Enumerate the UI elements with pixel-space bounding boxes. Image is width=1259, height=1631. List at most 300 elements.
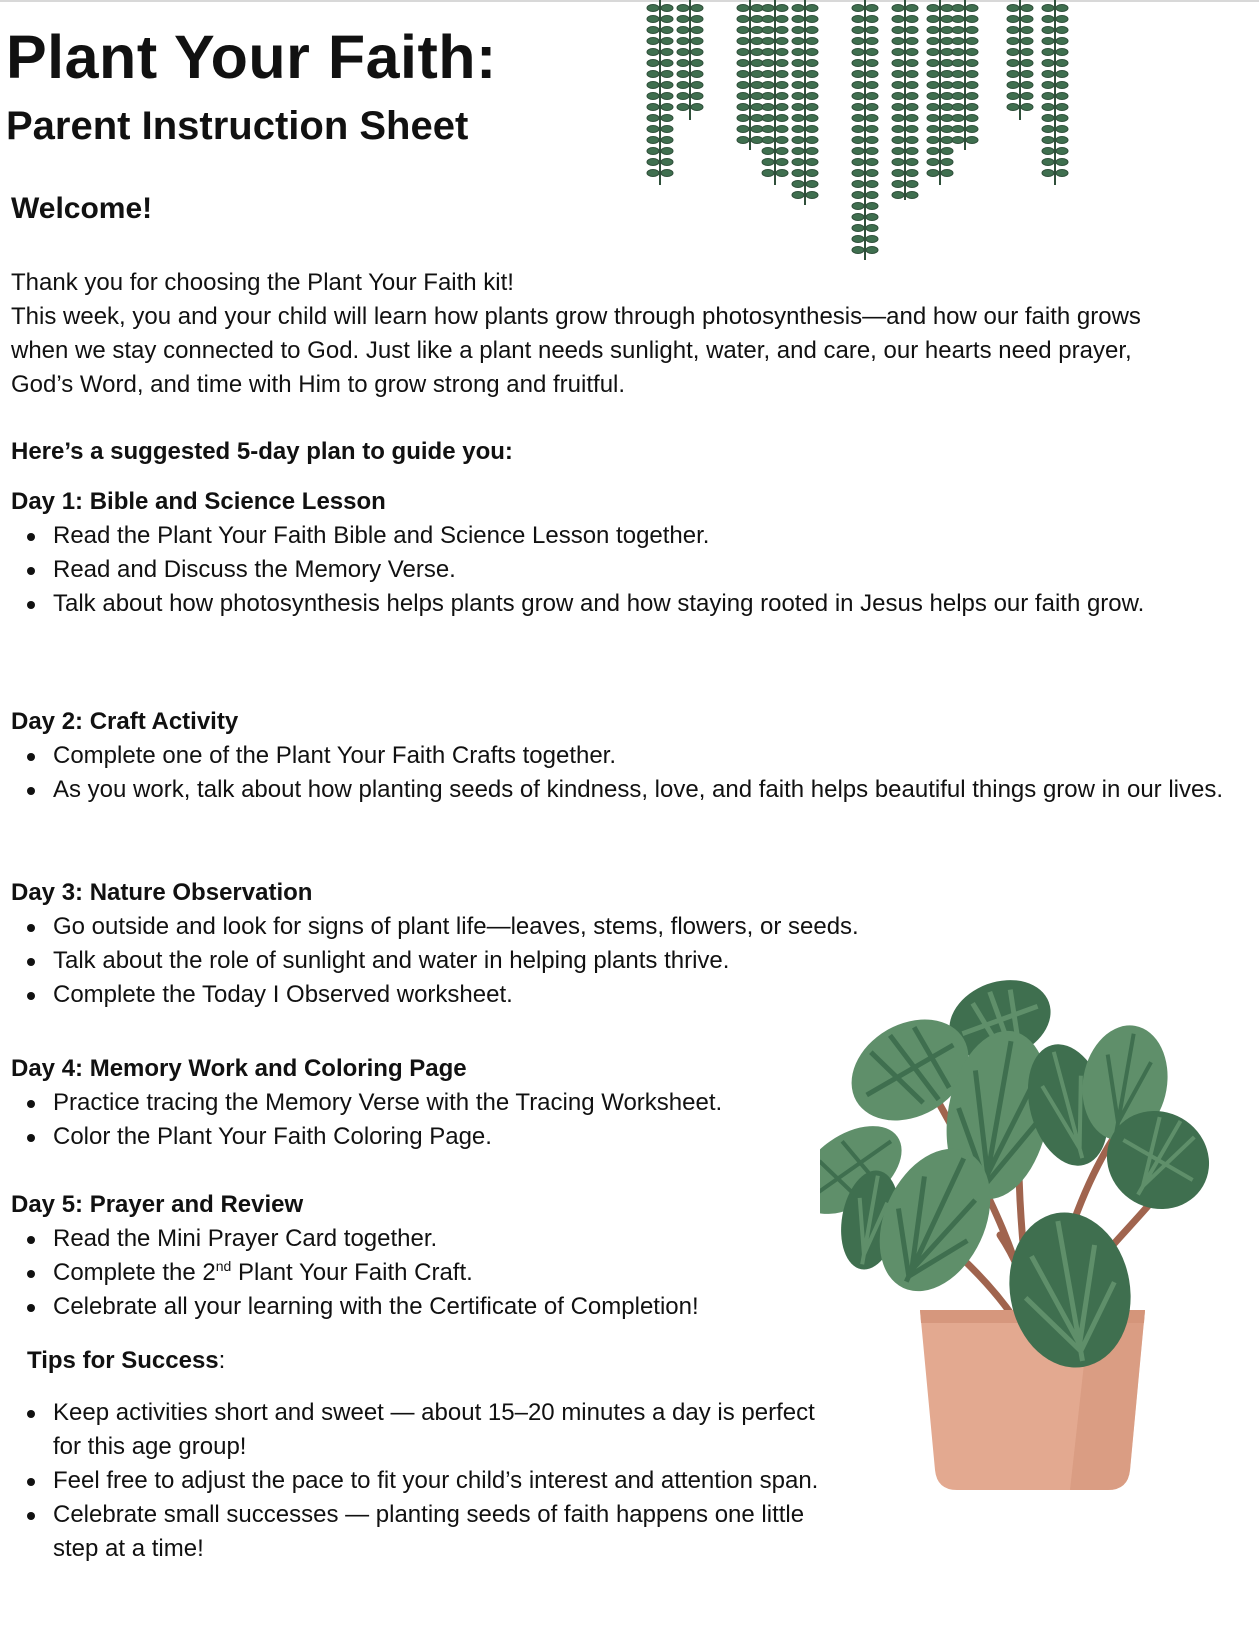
vine-leaf [661,16,673,23]
list-item: Read the Plant Your Faith Bible and Science Lesson together. [11,519,1241,553]
vine-leaf [647,5,659,12]
vine-leaf [1056,93,1068,100]
vine-leaf [1056,82,1068,89]
vine-leaf [952,16,964,23]
vine-leaf [751,71,763,78]
vine-leaf [1056,115,1068,122]
vine-leaf [852,225,864,232]
vine-leaf [737,104,749,111]
vine-leaf [941,126,953,133]
vine-leaf [852,236,864,243]
vine-leaf [661,49,673,56]
vine-leaf [762,126,774,133]
welcome-line-2: This week, you and your child will learn how plants grow through photosynthesis—and how our faith grows when we stay connected to God. Just like a plant needs sunlight, water, and care, our hearts need prayer, God’s Word, and time with Him to grow strong and fruitful. [11,303,1141,398]
vine-leaf [661,38,673,45]
vine-leaf [776,49,788,56]
vine-leaf [852,38,864,45]
ordinal-suffix: nd [215,1258,232,1274]
vine-leaf [1042,170,1054,177]
vine-leaf [892,104,904,111]
vine-leaf [1056,137,1068,144]
vine-leaf [892,16,904,23]
vine-leaf [866,27,878,34]
vine-leaf [906,5,918,12]
vine-leaf [806,137,818,144]
vine-leaf [952,137,964,144]
vine-leaf [661,115,673,122]
vine-leaf [966,126,978,133]
vine-leaf [737,16,749,23]
vine-leaf [927,159,939,166]
vine-leaf [806,181,818,188]
vine-leaf [776,82,788,89]
vine-leaf [941,115,953,122]
vine-leaf [751,137,763,144]
welcome-heading: Welcome! [11,192,153,225]
vine-leaf [866,5,878,12]
vine-leaf [906,60,918,67]
vine-leaf [737,115,749,122]
vine-leaf [927,126,939,133]
vine-leaf [762,115,774,122]
vine-leaf [737,93,749,100]
vine-leaf [892,82,904,89]
vine-leaf [966,16,978,23]
vine-leaf [1007,38,1019,45]
vine-leaf [1021,38,1033,45]
vine-leaf [906,71,918,78]
vine-leaf [866,170,878,177]
vine-leaf [866,203,878,210]
vine-leaf [661,60,673,67]
vine-leaf [792,27,804,34]
vine-leaf [691,104,703,111]
vine-leaf [852,93,864,100]
list-item: Celebrate all your learning with the Certificate of Completion! [11,1290,841,1324]
tips-heading-colon: : [218,1347,226,1374]
vine-leaf [952,5,964,12]
vine-leaf [691,5,703,12]
vine-leaf [737,126,749,133]
vine-leaf [866,247,878,254]
vine-leaf [1007,71,1019,78]
vine-leaf [892,5,904,12]
vine-leaf [941,104,953,111]
vine-leaf [677,38,689,45]
vine-leaf [852,192,864,199]
vine-leaf [647,27,659,34]
vine-leaf [866,104,878,111]
vine-leaf [966,71,978,78]
vine-leaf [941,93,953,100]
vine-leaf [906,16,918,23]
vine-leaf [941,148,953,155]
vine-leaf [776,148,788,155]
craft-text-end: Plant Your Faith Craft. [231,1259,473,1286]
vine-leaf [776,126,788,133]
vine-leaf [776,38,788,45]
vine-leaf [647,38,659,45]
vine-leaf [1021,5,1033,12]
vine-leaf [751,126,763,133]
vine-leaf [941,137,953,144]
vine-leaf [1021,93,1033,100]
vine-leaf [737,137,749,144]
vine-leaf [762,170,774,177]
vine-leaf [952,27,964,34]
vine-leaf [1056,60,1068,67]
vine-leaf [776,115,788,122]
vine-leaf [927,137,939,144]
vine-leaf [677,27,689,34]
vine-leaf [806,126,818,133]
vine-leaf [1021,27,1033,34]
vine-leaf [927,16,939,23]
vine-leaf [647,137,659,144]
vine-leaf [677,93,689,100]
vine-leaf [776,159,788,166]
vine-leaf [906,82,918,89]
vine-leaf [927,82,939,89]
vine-leaf [792,126,804,133]
page-subtitle: Parent Instruction Sheet [6,104,469,148]
vine-leaf [792,16,804,23]
vine-leaf [751,115,763,122]
craft-text-start: Complete the 2 [53,1259,216,1286]
vine-leaf [906,93,918,100]
vine-leaf [677,104,689,111]
vine-leaf [866,137,878,144]
vine-leaf [691,82,703,89]
vine-leaf [806,38,818,45]
vine-leaf [762,137,774,144]
vine-leaf [1056,38,1068,45]
vine-leaf [1007,27,1019,34]
vine-leaf [852,137,864,144]
vine-leaf [792,192,804,199]
vine-leaf [966,60,978,67]
vine-leaf [852,214,864,221]
vine-leaf [1056,170,1068,177]
vine-leaf [751,38,763,45]
vine-leaf [647,104,659,111]
vine-leaf [806,16,818,23]
vine-leaf [952,38,964,45]
vine-leaf [677,16,689,23]
vine-leaf [647,115,659,122]
vine-leaf [1007,16,1019,23]
list-item: Read the Mini Prayer Card together. [11,1222,841,1256]
tips-section [11,1344,851,1566]
vine-leaf [852,170,864,177]
tips-list [11,1396,841,1566]
vine-leaf [1021,16,1033,23]
vine-leaf [776,60,788,67]
vine-leaf [762,27,774,34]
day-1-section [11,485,1241,621]
vine-leaf [892,170,904,177]
plan-lead: Here’s a suggested 5-day plan to guide you: [11,438,513,465]
vine-leaf [806,93,818,100]
vine-leaf [751,82,763,89]
vine-leaf [737,5,749,12]
vine-leaf [762,49,774,56]
vine-leaf [792,170,804,177]
vine-leaf [792,71,804,78]
vine-leaf [762,16,774,23]
vine-leaf [941,27,953,34]
vine-leaf [952,115,964,122]
vine-leaf [737,60,749,67]
list-item: Celebrate small successes — planting seeds of faith happens one little step at a time! [11,1498,841,1566]
vine-leaf [906,49,918,56]
vine-leaf [1021,82,1033,89]
vine-leaf [751,27,763,34]
vine-leaf [737,82,749,89]
vine-leaf [866,148,878,155]
day-4-list [11,1086,841,1154]
day-5-heading: Day 5: Prayer and Review [11,1191,304,1218]
tips-heading [27,1344,851,1378]
vine-leaf [952,49,964,56]
vine-leaf [1042,137,1054,144]
vine-leaf [906,27,918,34]
day-3-heading: Day 3: Nature Observation [11,879,313,906]
welcome-text [11,266,1171,402]
vine-leaf [927,104,939,111]
vine-leaf [647,170,659,177]
vine-leaf [762,159,774,166]
vine-leaf [806,192,818,199]
vine-leaf [806,115,818,122]
vine-leaf [892,27,904,34]
vine-leaf [866,115,878,122]
vine-leaf [792,93,804,100]
vine-leaf [892,137,904,144]
page-title: Plant Your Faith: [6,23,497,91]
list-item: Complete one of the Plant Your Faith Crafts together. [11,739,1241,773]
vine-leaf [647,148,659,155]
list-item: Keep activities short and sweet — about 15–20 minutes a day is perfect for this age group! [11,1396,841,1464]
vine-leaf [966,38,978,45]
vine-leaf [852,49,864,56]
vine-leaf [866,214,878,221]
vine-leaf [941,49,953,56]
vine-leaf [952,60,964,67]
vine-leaf [661,170,673,177]
vine-leaf [941,159,953,166]
vine-leaf [892,115,904,122]
vine-leaf [892,148,904,155]
vine-leaf [792,181,804,188]
vine-leaf [927,170,939,177]
vine-leaf [792,115,804,122]
vine-leaf [762,60,774,67]
list-item: Feel free to adjust the pace to fit your child’s interest and attention span. [11,1464,841,1498]
vine-leaf [927,5,939,12]
vine-leaf [806,104,818,111]
vine-leaf [1021,49,1033,56]
vine-leaf [751,60,763,67]
vine-leaf [852,27,864,34]
vine-leaf [906,148,918,155]
vine-leaf [1021,104,1033,111]
vine-leaf [852,16,864,23]
vine-leaf [762,93,774,100]
day-2-heading: Day 2: Craft Activity [11,708,239,735]
vine-leaf [852,159,864,166]
vine-leaf [1007,5,1019,12]
vine-leaf [866,38,878,45]
vine-leaf [952,104,964,111]
vine-leaf [806,71,818,78]
vine-leaf [906,181,918,188]
vine-leaf [751,49,763,56]
vine-leaf [647,159,659,166]
vine-leaf [677,60,689,67]
vine-leaf [1007,82,1019,89]
vine-leaf [852,60,864,67]
vine-leaf [751,5,763,12]
vine-leaf [892,159,904,166]
vine-leaf [647,16,659,23]
vine-leaf [1056,159,1068,166]
vine-leaf [762,5,774,12]
vine-leaf [866,192,878,199]
vine-leaf [762,82,774,89]
vine-leaf [677,5,689,12]
vine-leaf [866,93,878,100]
vine-leaf [866,49,878,56]
vine-leaf [941,82,953,89]
vine-leaf [1007,60,1019,67]
vine-leaf [927,38,939,45]
vine-leaf [806,159,818,166]
vine-leaf [691,93,703,100]
vine-leaf [661,93,673,100]
welcome-line-1: Thank you for choosing the Plant Your Faith kit! [11,269,514,296]
vine-leaf [792,148,804,155]
vine-leaf [927,60,939,67]
vine-leaf [661,104,673,111]
vine-leaf [952,93,964,100]
vine-leaf [1056,104,1068,111]
vine-leaf [1021,60,1033,67]
vine-leaf [927,115,939,122]
vine-leaf [906,126,918,133]
vine-leaf [647,82,659,89]
vine-leaf [737,38,749,45]
vine-leaf [661,126,673,133]
vine-leaf [892,60,904,67]
vine-leaf [866,16,878,23]
vine-leaf [1056,126,1068,133]
vine-leaf [661,5,673,12]
vine-leaf [661,27,673,34]
vine-leaf [647,71,659,78]
vine-leaf [966,137,978,144]
vine-leaf [776,5,788,12]
vine-leaf [952,126,964,133]
vine-leaf [792,159,804,166]
vine-leaf [762,71,774,78]
list-item: As you work, talk about how planting seeds of kindness, love, and faith helps beautiful things grow in our lives. [11,773,1241,807]
vine-leaf [852,115,864,122]
vine-leaf [852,104,864,111]
vine-leaf [866,236,878,243]
vine-leaf [941,5,953,12]
vine-leaf [776,71,788,78]
potted-plant-illustration [820,965,1259,1515]
vine-leaf [691,71,703,78]
plant-leaves [820,967,1227,1378]
vine-leaf [1042,5,1054,12]
vine-leaf [776,170,788,177]
vine-leaf [892,49,904,56]
vine-leaf [776,27,788,34]
vine-leaf [1007,49,1019,56]
list-item: Read and Discuss the Memory Verse. [11,553,1241,587]
vine-leaf [751,104,763,111]
vine-leaf [866,181,878,188]
vine-leaf [906,170,918,177]
vine-leaf [762,104,774,111]
vine-leaf [691,38,703,45]
vine-leaf [677,49,689,56]
vine-leaf [952,82,964,89]
vine-leaf [806,60,818,67]
list-item: Talk about the role of sunlight and water in helping plants thrive. [11,944,1241,978]
vine-leaf [677,71,689,78]
vine-leaf [1056,148,1068,155]
vine-leaf [866,159,878,166]
day-5-list [11,1222,841,1324]
vine-leaf [691,60,703,67]
vine-leaf [892,93,904,100]
vine-leaf [866,225,878,232]
vine-leaf [866,126,878,133]
vine-leaf [751,16,763,23]
day-1-list [11,519,1241,621]
vine-leaf [737,49,749,56]
vine-leaf [1042,71,1054,78]
vine-leaf [792,104,804,111]
vine-leaf [1056,5,1068,12]
vine-leaf [906,192,918,199]
vine-leaf [966,93,978,100]
vine-leaf [941,60,953,67]
vine-leaf [906,159,918,166]
vine-leaf [661,71,673,78]
vine-leaf [966,27,978,34]
vine-leaf [852,82,864,89]
list-item: Complete the Today I Observed worksheet. [11,978,1241,1012]
vine-leaf [762,38,774,45]
vine-leaf [806,82,818,89]
vine-leaf [1042,115,1054,122]
vine-leaf [647,49,659,56]
vine-leaf [1042,104,1054,111]
vine-leaf [906,104,918,111]
vine-leaf [952,71,964,78]
list-item: Color the Plant Your Faith Coloring Page. [11,1120,841,1154]
vine-leaf [906,137,918,144]
vine-leaf [1042,126,1054,133]
day-4-heading: Day 4: Memory Work and Coloring Page [11,1055,467,1082]
vine-leaf [806,49,818,56]
vine-leaf [737,27,749,34]
vine-leaf [892,38,904,45]
